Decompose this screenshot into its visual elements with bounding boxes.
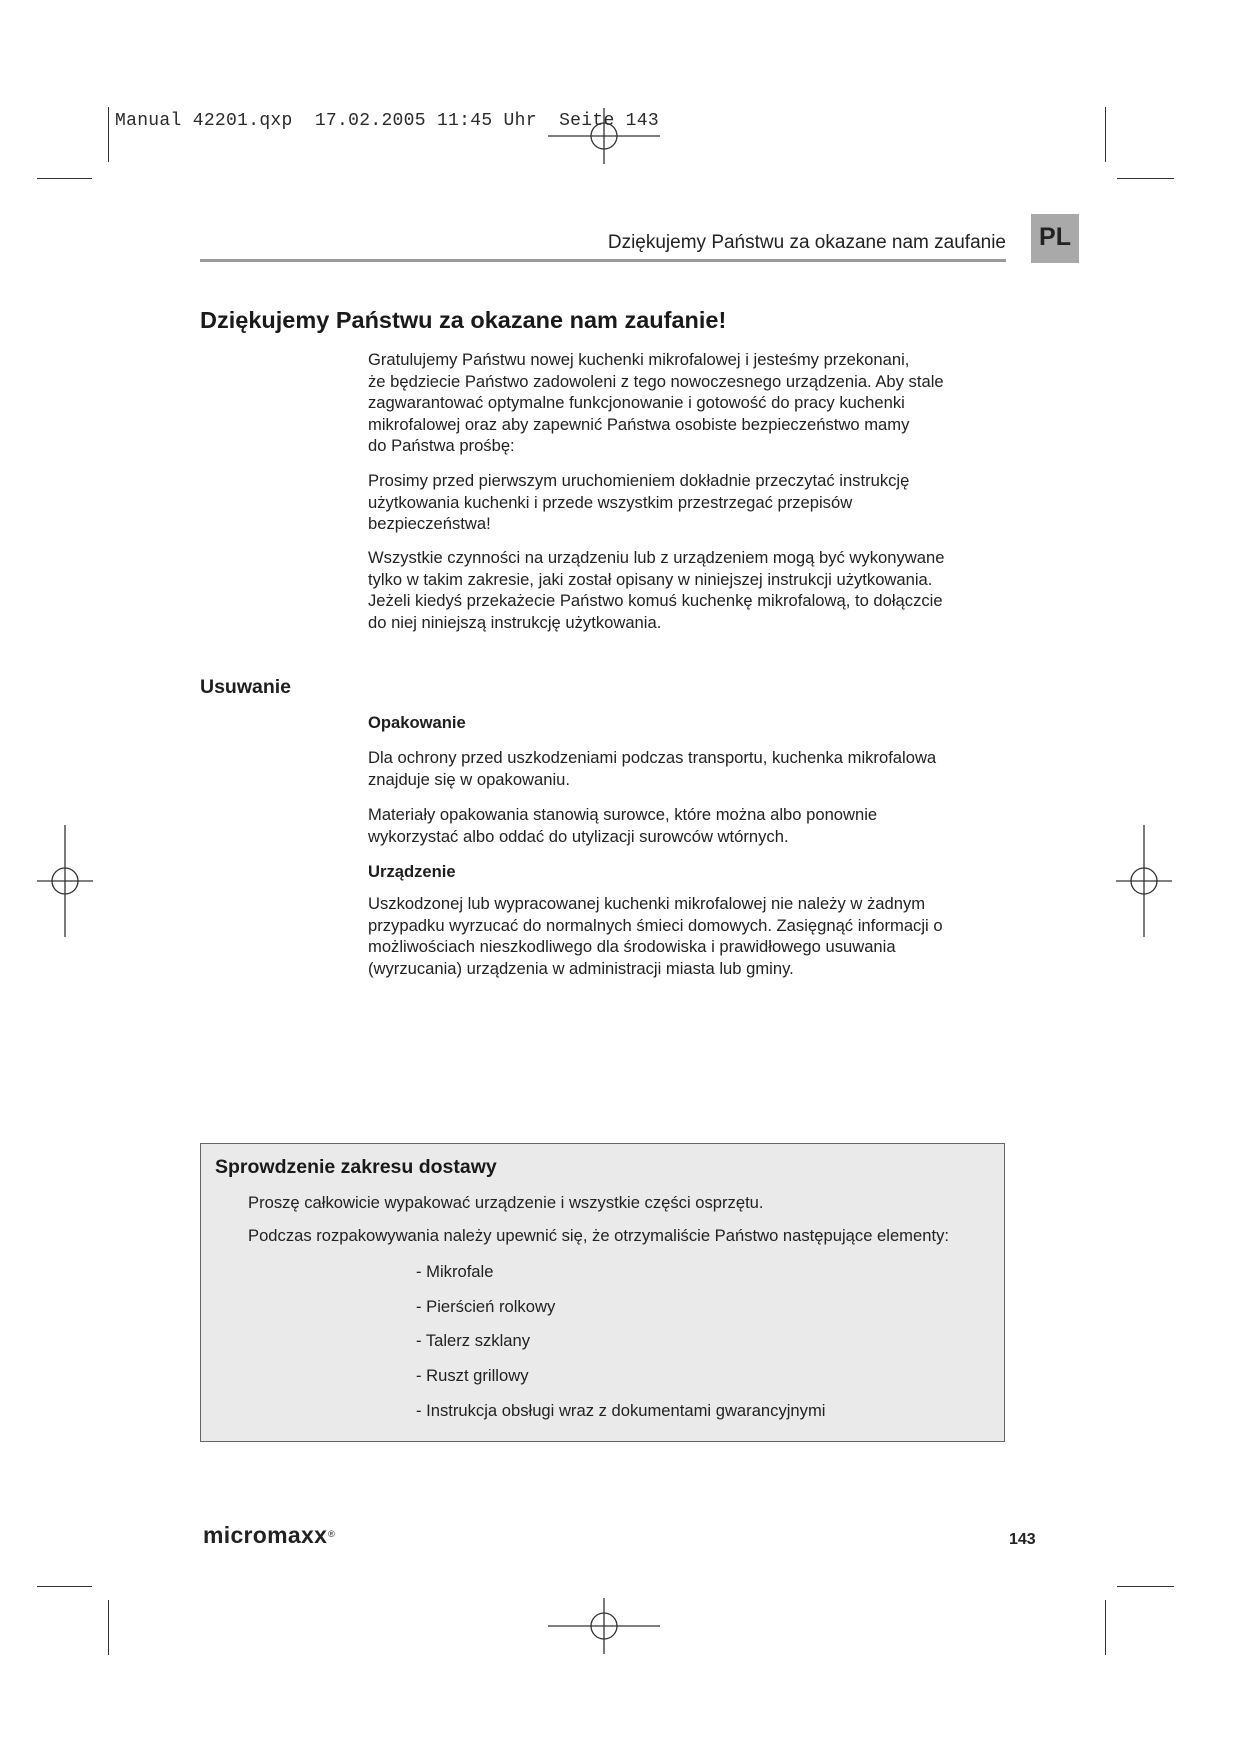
text-line: zagwarantować optymalne funkcjonowanie i gotowość do pracy kuchenki — [368, 393, 905, 412]
text-line: do Państwa prośbę: — [368, 436, 515, 455]
intro-paragraph-2 — [368, 470, 1008, 535]
text-line: do niej niniejszą instrukcję użytkowania. — [368, 612, 662, 632]
intro-paragraph-3 — [368, 547, 1008, 633]
registration-mark-bottom — [548, 1598, 660, 1654]
brand-logo-text: micromaxx — [203, 1522, 328, 1548]
list-item: - Talerz szklany — [416, 1331, 531, 1350]
list-item: - Pierścień rolkowy — [416, 1297, 556, 1316]
delivery-scope-title: Sprowdzenie zakresu dostawy — [215, 1156, 497, 1178]
intro-paragraph-1 — [368, 349, 1008, 457]
text-line: znajduje się w opakowaniu. — [368, 769, 571, 789]
text-line: tylko w takim zakresie, jaki został opisany w niniejszej instrukcji użytkowania. — [368, 569, 933, 589]
delivery-instruction: Proszę całkowicie wypakować urządzenie i wszystkie części osprzętu. — [248, 1193, 764, 1212]
running-header: Dziękujemy Państwu za okazane nam zaufanie — [607, 232, 1006, 253]
subheading-packaging: Opakowanie — [368, 713, 466, 732]
section-heading-disposal: Usuwanie — [200, 676, 292, 698]
text-line: użytkowania kuchenki i przede wszystkim przestrzegać przepisów — [368, 492, 853, 512]
device-paragraph — [368, 893, 1008, 979]
page-number: 143 — [1009, 1531, 1036, 1548]
header-rule — [200, 259, 1006, 262]
text-line: Gratulujemy Państwu nowej kuchenki mikrofalowej i jesteśmy przekonani, — [368, 350, 910, 369]
registration-mark-top — [548, 108, 660, 164]
print-slug-line: Manual 42201.qxp 17.02.2005 11:45 Uhr Seite 143 — [115, 111, 659, 131]
text-line: mikrofalowej oraz aby zapewnić Państwa osobiste bezpieczeństwo mamy — [368, 414, 910, 434]
text-line: możliwościach nieszkodliwego dla środowiska i prawidłowego usuwania — [368, 937, 896, 956]
text-line: że będziecie Państwo zadowoleni z tego nowoczesnego urządzenia. Aby stale — [368, 371, 944, 391]
delivery-check-note: Podczas rozpakowywania należy upewnić się, że otrzymaliście Państwo następujące elementy: — [248, 1226, 949, 1245]
list-item: - Mikrofale — [416, 1262, 494, 1281]
text-line: Materiały opakowania stanowią surowce, które można albo ponownie — [368, 805, 878, 824]
registration-mark-right — [1116, 825, 1172, 937]
text-line: Prosimy przed pierwszym uruchomieniem dokładnie przeczytać instrukcję — [368, 471, 910, 490]
text-line: bezpieczeństwa! — [368, 514, 491, 533]
text-line: Jeżeli kiedyś przekażecie Państwo komuś kuchenkę mikrofalową, to dołączcie — [368, 591, 943, 610]
text-line: Uszkodzonej lub wypracowanej kuchenki mikrofalowej nie należy w żadnym — [368, 894, 926, 913]
text-line: przypadku wyrzucać do normalnych śmieci domowych. Zasięgnąć informacji o — [368, 915, 943, 935]
language-badge: PL — [1031, 214, 1079, 263]
packaging-paragraph-1 — [368, 747, 1008, 790]
page-title: Dziękujemy Państwu za okazane nam zaufanie! — [200, 307, 727, 333]
brand-logo — [203, 1522, 335, 1549]
list-item: - Ruszt grillowy — [416, 1366, 529, 1385]
text-line: wykorzystać albo oddać do utylizacji surowców wtórnych. — [368, 826, 789, 846]
text-line: Dla ochrony przed uszkodzeniami podczas transportu, kuchenka mikrofalowa — [368, 748, 937, 767]
text-line: Wszystkie czynności na urządzeniu lub z urządzeniem mogą być wykonywane — [368, 548, 945, 567]
packaging-paragraph-2 — [368, 804, 1008, 847]
list-item: - Instrukcja obsługi wraz z dokumentami gwarancyjnymi — [416, 1401, 826, 1420]
text-line: (wyrzucania) urządzenia w administracji miasta lub gminy. — [368, 958, 794, 978]
delivery-scope-box — [200, 1143, 1005, 1442]
registered-mark: ® — [328, 1529, 336, 1539]
subheading-device: Urządzenie — [368, 862, 456, 881]
registration-mark-left — [37, 825, 93, 937]
